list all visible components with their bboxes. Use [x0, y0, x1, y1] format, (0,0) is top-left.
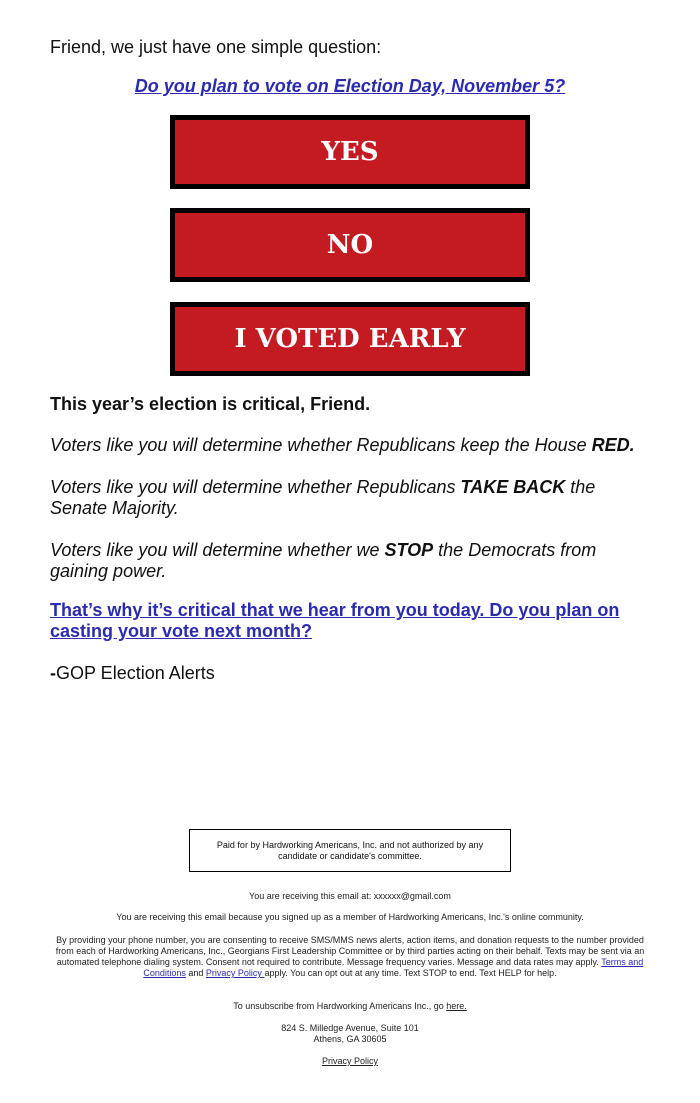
privacy-policy-footer	[50, 1056, 650, 1067]
mailing-address	[50, 1023, 650, 1045]
receiving-address-text: You are receiving this email at: xxxxxx@gmail.com	[249, 891, 451, 901]
paragraph-senate	[50, 477, 650, 519]
signoff	[50, 663, 650, 684]
paragraph-democrats-before: Voters like you will determine whether we	[50, 540, 385, 560]
terms-link[interactable]: Terms and Conditions	[143, 957, 644, 978]
unsubscribe-label: To unsubscribe from Hardworking Americans Inc., go	[233, 1001, 447, 1011]
sms-consent-and: and	[185, 968, 206, 978]
privacy-policy-inline-link[interactable]: Privacy Policy	[205, 968, 265, 978]
vote-question-link[interactable]: Do you plan to vote on Election Day, November 5?	[134, 76, 566, 96]
paragraph-house-text: Voters like you will determine whether Republicans keep the House	[50, 435, 592, 455]
sms-consent-text	[50, 935, 650, 979]
critical-heading: This year’s election is critical, Friend.	[50, 394, 371, 414]
address-line-2: Athens, GA 30605	[313, 1034, 387, 1044]
voted-early-button[interactable]: I VOTED EARLY	[170, 302, 530, 376]
paid-for-disclaimer: Paid for by Hardworking Americans, Inc. and not authorized by any candidate or candidate's committee.	[216, 839, 484, 861]
yes-button[interactable]: YES	[170, 115, 530, 189]
paragraph-senate-after: the Senate Majority.	[50, 477, 596, 518]
unsubscribe-text	[50, 1001, 650, 1012]
paragraph-democrats-emphasis: STOP	[384, 540, 434, 560]
paid-for-disclaimer-box	[189, 829, 511, 872]
paragraph-house	[50, 435, 650, 456]
signoff-dash: -	[50, 663, 56, 683]
membership-text: You are receiving this email because you signed up as a member of Hardworking Americans, Inc.'s online community.	[116, 912, 584, 922]
paragraph-democrats-after: the Democrats from gaining power.	[50, 540, 597, 581]
signoff-name: GOP Election Alerts	[56, 663, 215, 683]
address-line-1: 824 S. Milledge Avenue, Suite 101	[281, 1023, 419, 1033]
paragraph-democrats	[50, 540, 650, 582]
unsubscribe-link[interactable]: here.	[446, 1001, 467, 1011]
privacy-policy-link[interactable]: Privacy Policy	[321, 1056, 378, 1066]
sms-consent-part1: By providing your phone number, you are consenting to receive SMS/MMS news alerts, action items, and donation requests to the number provided from each of Hardworking Americans, Inc., Georgians First Leadership Committee or by third parties acting on their behalf. Texts may be sent via an automated telephone dialing system. Consent not required to contribute. Message frequency varies. Message and data rates may apply.	[55, 935, 645, 967]
greeting-text: Friend, we just have one simple question:	[50, 37, 382, 57]
paragraph-house-emphasis: RED.	[591, 435, 635, 455]
paragraph-senate-emphasis: TAKE BACK	[460, 477, 566, 497]
sms-consent-part2: apply. You can opt out at any time. Text STOP to end. Text HELP for help.	[264, 968, 557, 978]
cta-link[interactable]: That’s why it’s critical that we hear from you today. Do you plan on casting your vote next month?	[50, 600, 620, 641]
no-button[interactable]: NO	[170, 208, 530, 282]
paragraph-senate-before: Voters like you will determine whether Republicans	[50, 477, 461, 497]
